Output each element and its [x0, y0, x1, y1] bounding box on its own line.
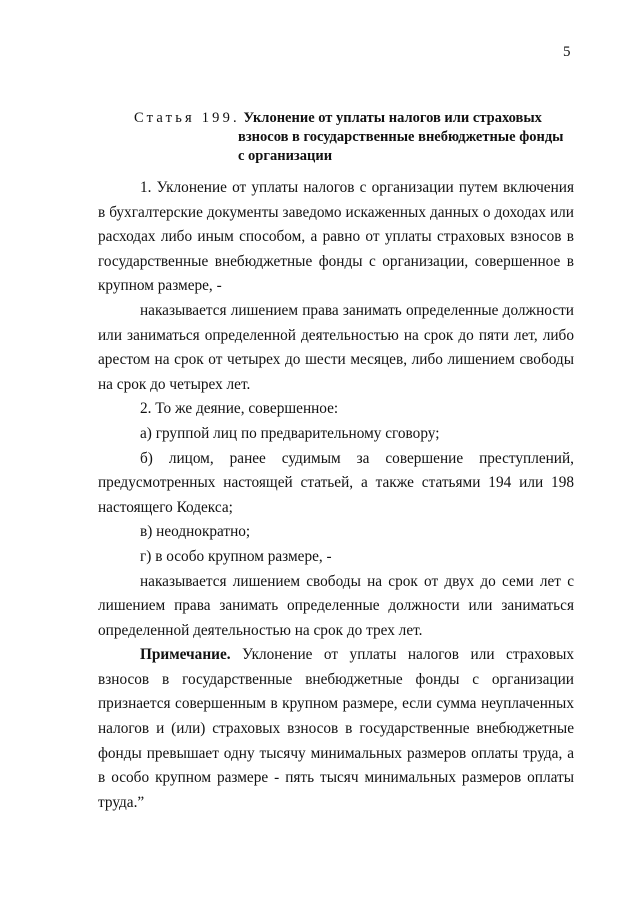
paragraph-punishment-1: наказывается лишением права занимать определенные должности или заниматься определенной деятельностью на срок до пяти лет, либо арестом на срок от четырех до шести месяцев, либо лишением свободы на срок до четырех лет. — [98, 301, 574, 393]
list-item-b: б) лицом, ранее судимым за совершение преступлений, предусмотренных настоящей статьей, а также статьями 194 или 198 настоящего Кодекса; — [98, 449, 574, 516]
paragraph-part-2: 2. То же деяние, совершенное: — [140, 400, 339, 418]
article-heading — [134, 109, 564, 166]
article-title-line-3: с организации — [238, 148, 333, 164]
note-label: Примечание. — [140, 646, 231, 664]
heading-line-1 — [134, 109, 564, 128]
paragraph-part-1: 1. Уклонение от уплаты налогов с организации путем включения в бухгалтерские документы заведомо искаженных данных о доходах или расходах либо иным способом, а равно от уплаты страховых взносов в государственные внебюджетные фонды с организации, совершенное в крупном размере, - — [98, 179, 574, 295]
article-title-line-2: взносов в государственные внебюджетные фонды — [238, 129, 564, 145]
note-text: Уклонение от уплаты налогов или страховых взносов в государственные внебюджетные фонды с организации признается совершенным в крупном размере, если сумма неуплаченных налогов и (или) страховых взносов в государственные внебюджетные фонды превышает одну тысячу минимальных размеров оплаты труда, а в особо крупном размере - пять тысяч минимальных размеров оплаты труда.” — [98, 646, 574, 811]
list-item-g: г) в особо крупном размере, - — [140, 547, 332, 565]
list-item-v: в) неоднократно; — [140, 523, 251, 541]
page-number: 5 — [563, 44, 571, 60]
article-label: Статья 199. — [134, 110, 240, 126]
paragraph-punishment-2: наказывается лишением свободы на срок от двух до семи лет с лишением права занимать определенные должности или заниматься определенной деятельностью на срок до трех лет. — [98, 572, 574, 639]
article-title-line-1: Уклонение от уплаты налогов или страховых — [243, 110, 542, 126]
article-body — [98, 176, 574, 815]
list-item-a: а) группой лиц по предварительному сговору; — [140, 424, 440, 442]
note-paragraph — [98, 643, 574, 815]
